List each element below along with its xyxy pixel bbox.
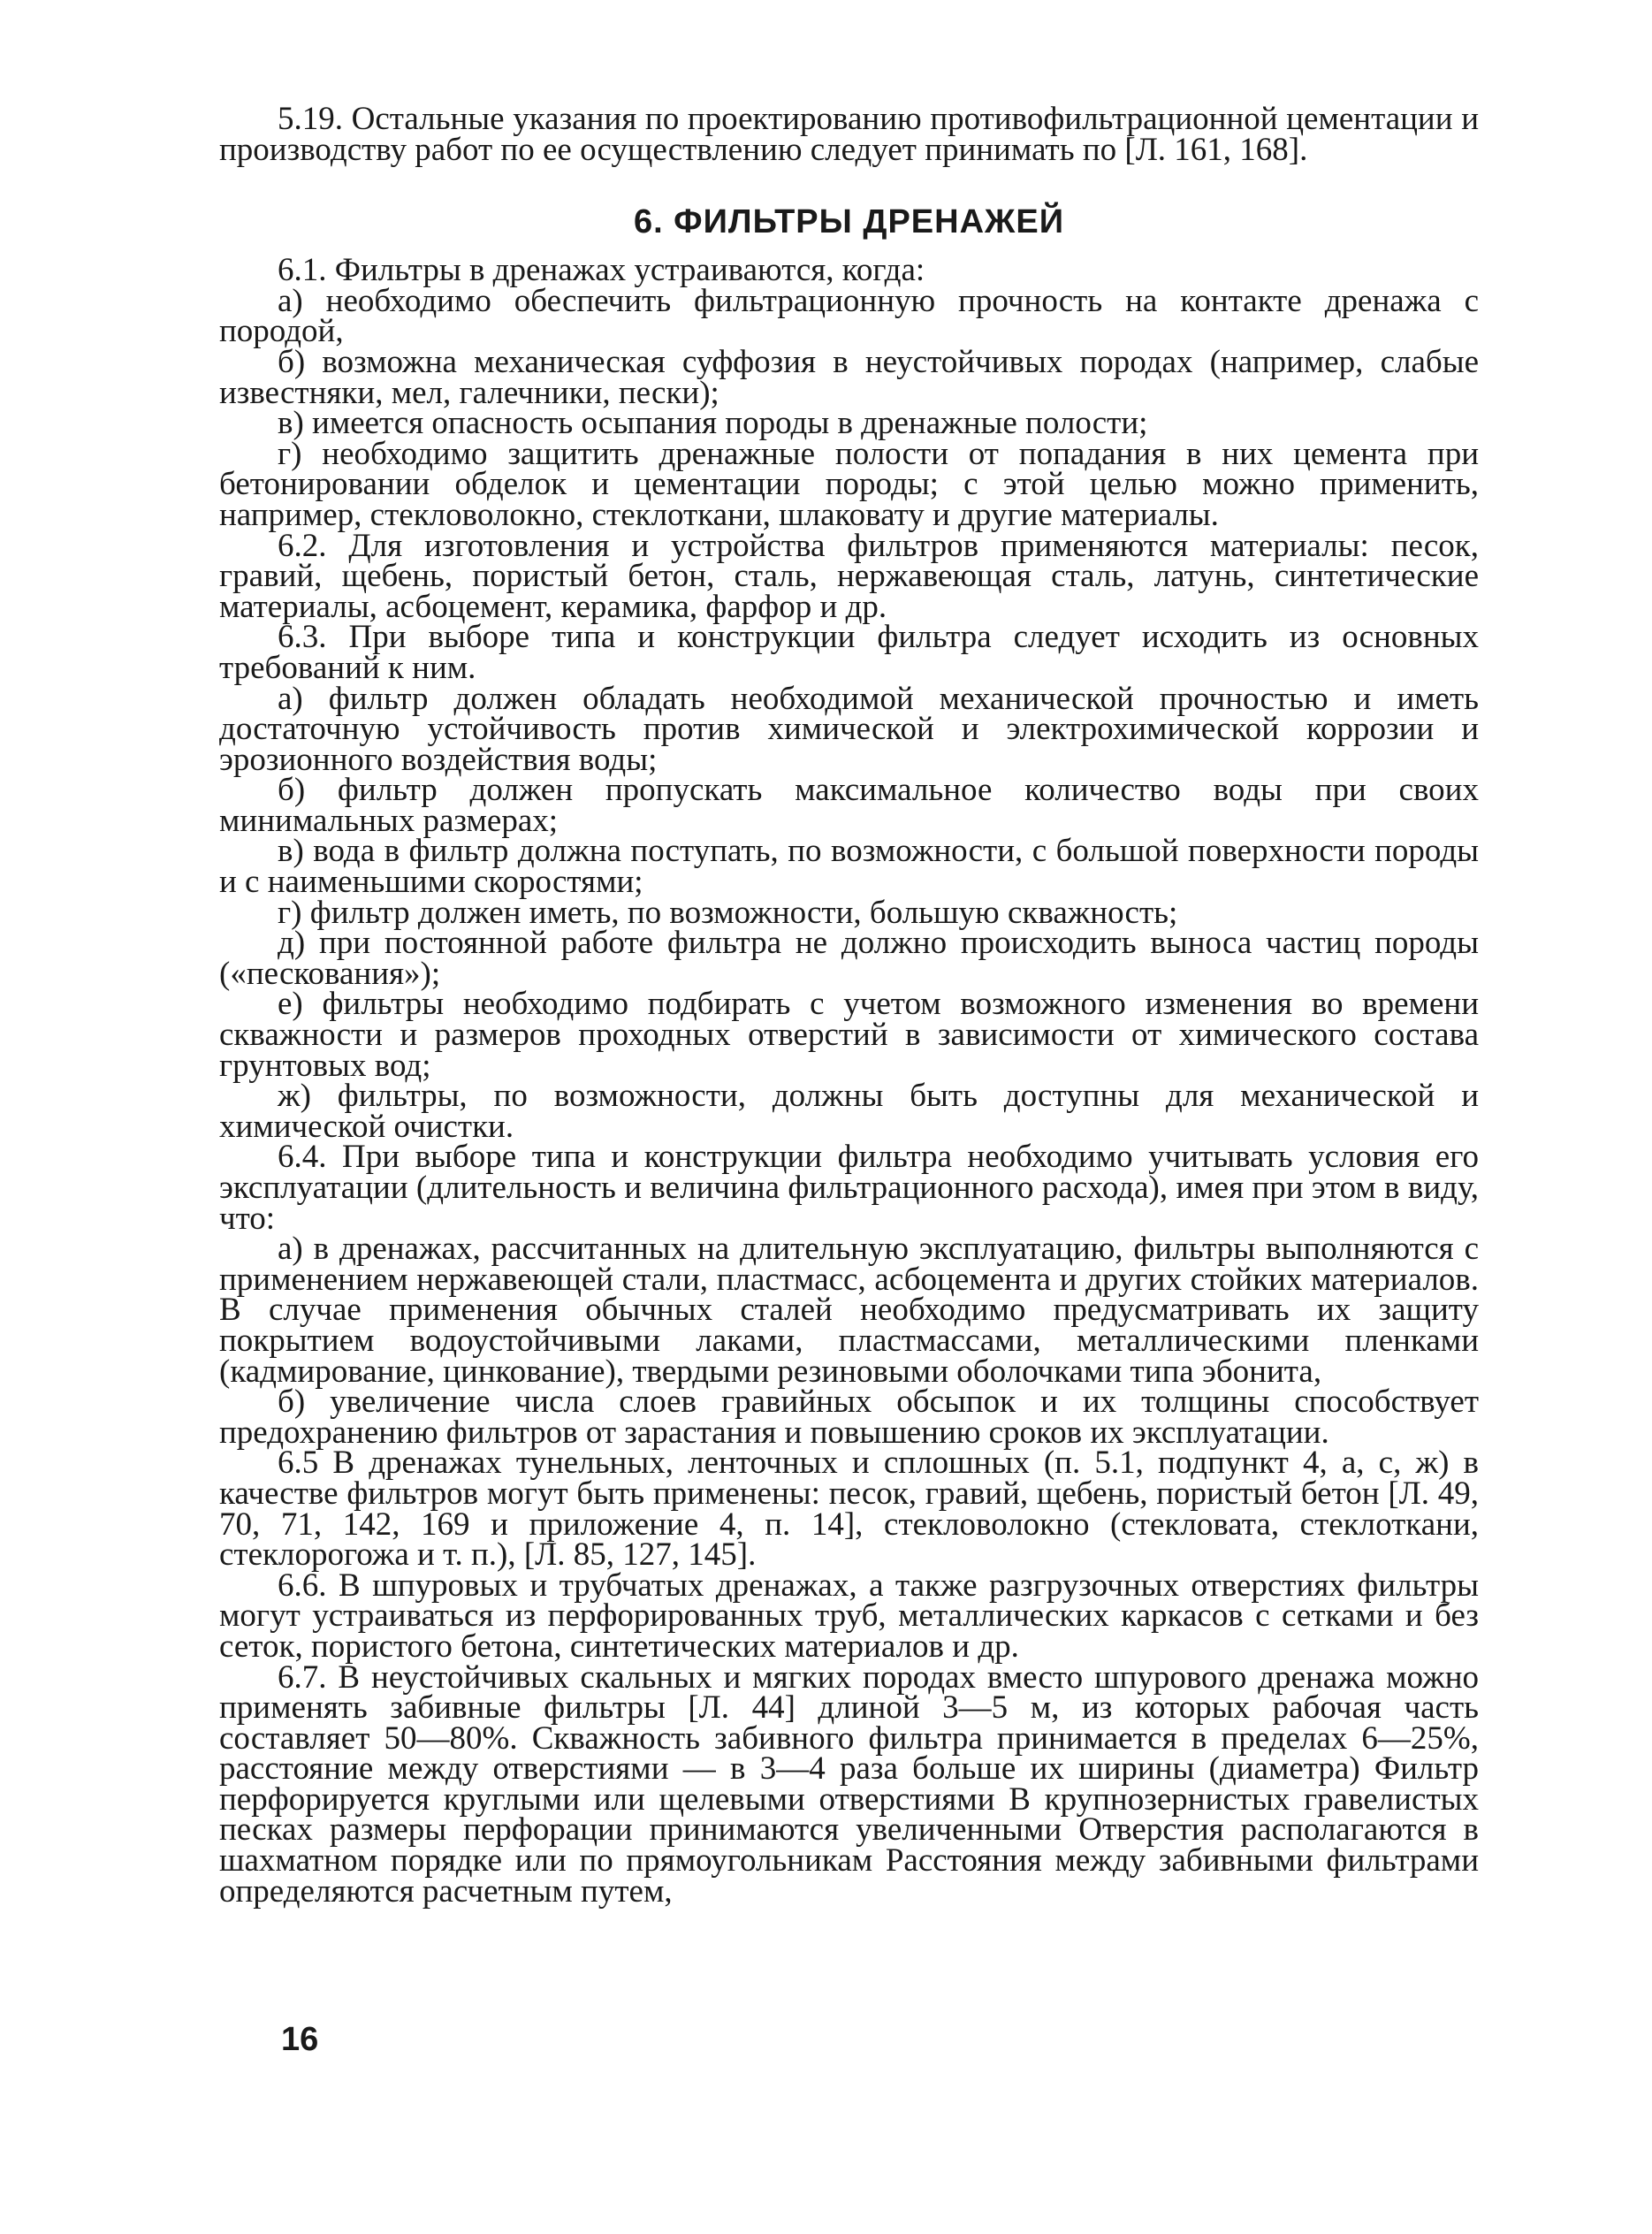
list-item-6-4-b: б) увеличение числа слоев гравийных обсыпок и их толщины способствует предохранению фильтров от зарастания и повышению сроков их эксплуатации. [219,1384,1479,1451]
paragraph-6-4: 6.4. При выборе типа и конструкции фильтра необходимо учитывать условия его эксплуатации (длительность и величина фильтрационного расхода), имея при этом в виду, что: [219,1139,1479,1237]
list-item-6-3-b: б) фильтр должен пропускать максимальное количество воды при своих минимальных размерах; [219,772,1479,839]
paragraph-6-5: 6.5 В дренажах тунельных, ленточных и сплошных (п. 5.1, подпункт 4, а, с, ж) в качестве фильтров могут быть применены: песок, гравий, щебень, пористый бетон [Л. 49, 70, 71, 142, 169 и приложение 4, п. 14], стекловолокно (стекловата, стеклоткани, стеклорогожа и т. п.), [Л. 85, 127, 145]. [219,1445,1479,1574]
section-heading: 6. ФИЛЬТРЫ ДРЕНАЖЕЙ [633,203,1065,241]
paragraph-6-7: 6.7. В неустойчивых скальных и мягких породах вместо шпурового дренажа можно применять забивные фильтры [Л. 44] длиной 3—5 м, из которых рабочая часть составляет 50—80%. Скважность забивного фильтра принимается в пределах 6—25%, расстояние между отверстиями — в 3—4 раза больше их ширины (диаметра) Фильтр перфорируется круглыми или щелевыми отверстиями В крупнозернистых гравелистых песках размеры перфорации принимаются увеличенными Отверстия располагаются в шахматном порядке или по прямоугольникам Расстояния между забивными фильтрами определяются расчетным путем, [219,1658,1479,1910]
paragraph-6-2: 6.2. Для изготовления и устройства фильтров применяются материалы: песок, гравий, щебень, пористый бетон, сталь, нержавеющая сталь, латунь, синтетические материалы, асбоцемент, керамика, фарфор и др. [219,527,1479,625]
paragraph-6-6: 6.6. В шпуровых и трубчатых дренажах, а также разгрузочных отверстиях фильтры могут устраиваться из перфорированных труб, металлических каркасов с сетками и без сеток, пористого бетона, синтетических материалов и др. [219,1567,1479,1665]
list-item-6-3-d: д) при постоянной работе фильтра не должно происходить выноса частиц породы («пескования»); [219,925,1479,992]
paragraph-5-19: 5.19. Остальные указания по проектированию противофильтрационной цементации и производству работ по ее осуществлению следует принимать по [Л. 161, 168]. [219,101,1479,168]
list-item-6-1-v: в) имеется опасность осыпания породы в дренажные полости; [278,405,1148,442]
list-item-6-3-e: е) фильтры необходимо подбирать с учетом возможного изменения во времени скважности и размеров проходных отверстий в зависимости от химического состава грунтовых вод; [219,986,1479,1084]
list-item-6-1-b: б) возможна механическая суффозия в неустойчивых породах (например, слабые известняки, мел, галечники, пески); [219,343,1479,411]
page-content [219,101,1479,1910]
page-number: 16 [281,2021,319,2058]
paragraph-6-1: 6.1. Фильтры в дренажах устраиваются, когда: [278,252,925,289]
list-item-6-3-zh: ж) фильтры, по возможности, должны быть доступны для механической и химической очистки. [219,1078,1479,1145]
list-item-6-3-a: а) фильтр должен обладать необходимой механической прочностью и иметь достаточную устойчивость против химической и электрохимической коррозии и эрозионного воздействия воды; [219,680,1479,778]
list-item-6-3-g: г) фильтр должен иметь, по возможности, большую скважность; [278,894,1178,931]
list-item-6-4-a: а) в дренажах, рассчитанных на длительную эксплуатацию, фильтры выполняются с применением нержавеющей стали, пластмасс, асбоцемента и других стойких материалов. В случае применения обычных сталей необходимо предусматривать их защиту покрытием водоустойчивыми лаками, пластмассами, металлическими пленками (кадмирование, цинкование), твердыми резиновыми оболочками типа эбонита, [219,1231,1479,1390]
list-item-6-1-a: а) необходимо обеспечить фильтрационную прочность на контакте дренажа с породой, [219,282,1479,350]
list-item-6-1-g: г) необходимо защитить дренажные полости от попадания в них цемента при бетонировании обделок и цементации породы; с этой целью можно применить, например, стекловолокно, стеклоткани, шлаковату и другие материалы. [219,435,1479,533]
list-item-6-3-v: в) вода в фильтр должна поступать, по возможности, с большой поверхности породы и с наименьшими скоростями; [219,833,1479,901]
paragraph-6-3: 6.3. При выборе типа и конструкции фильтра следует исходить из основных требований к ним. [219,619,1479,686]
